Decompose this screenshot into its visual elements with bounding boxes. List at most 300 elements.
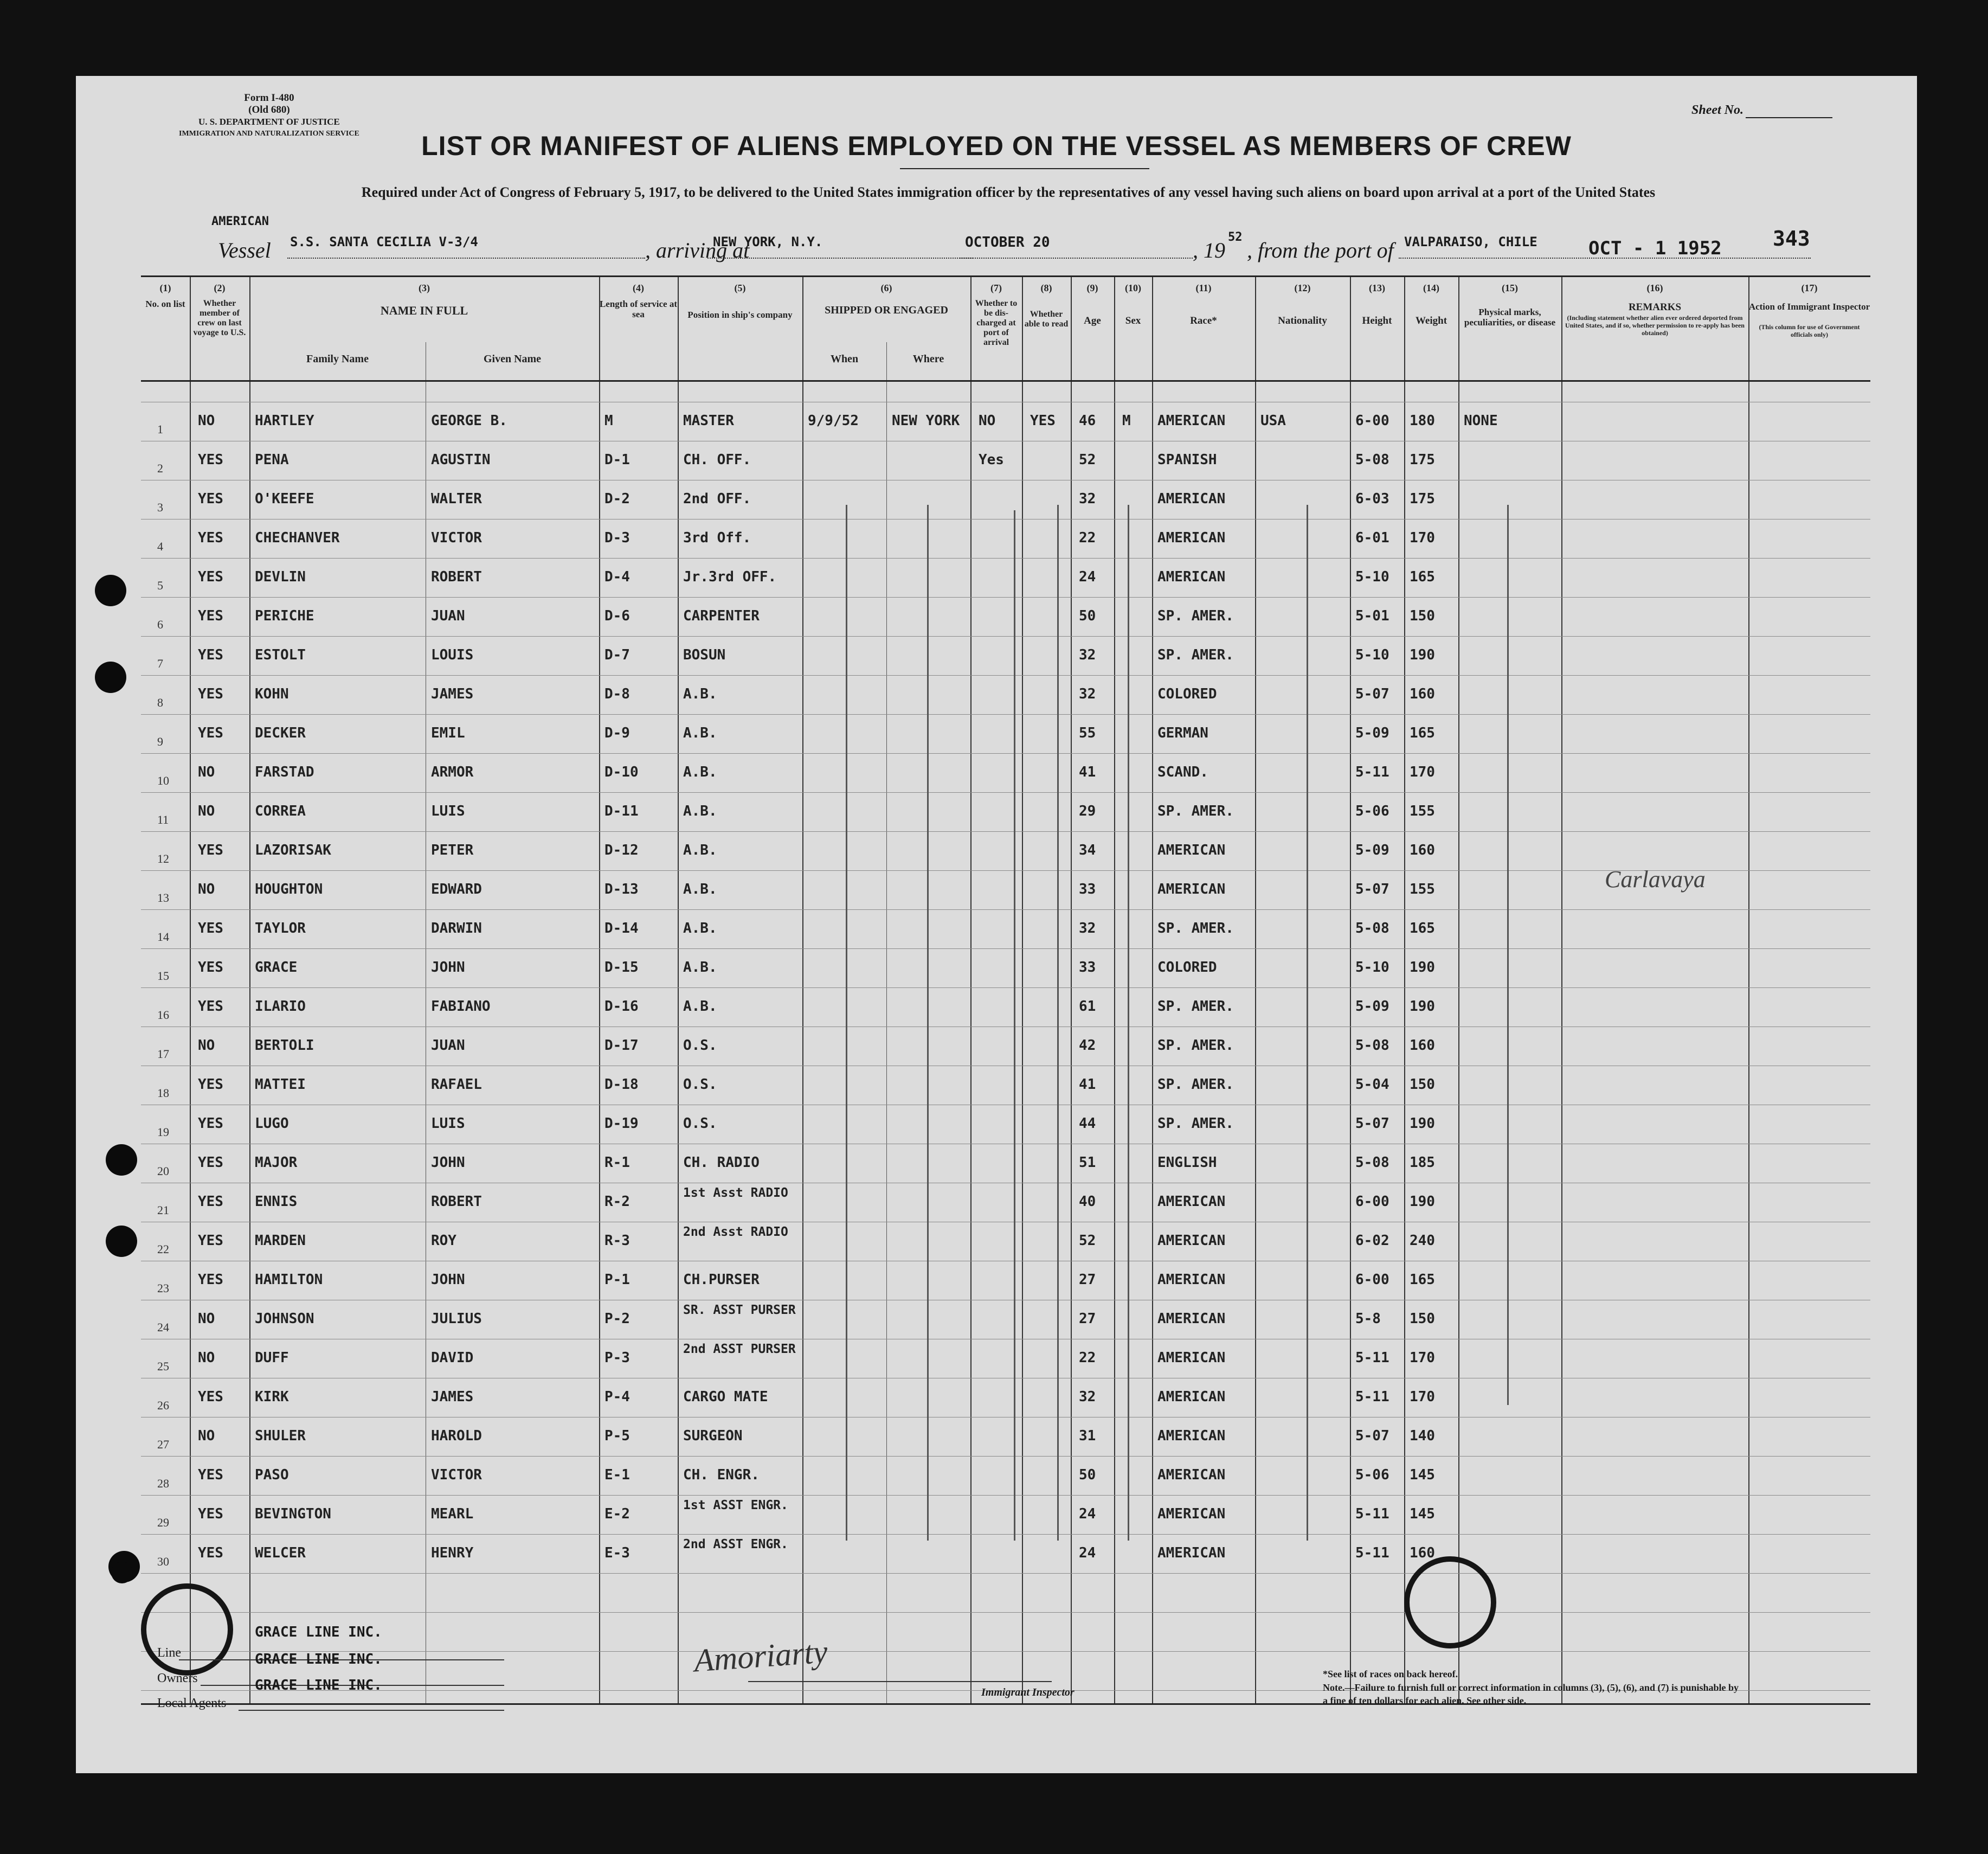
cell-race: COLORED (1157, 959, 1217, 976)
cell-given: JOHN (431, 1272, 465, 1288)
cell-prev: YES (198, 1233, 223, 1249)
cell-service: D-3 (604, 530, 630, 546)
cell-position: CH. OFF. (683, 452, 751, 468)
cell-height: 5-09 (1355, 842, 1389, 858)
cell-service: D-10 (604, 764, 639, 780)
cell-family: CORREA (255, 803, 306, 819)
cell-position: 3rd Off. (683, 530, 751, 546)
cell-position: CH.PURSER (683, 1272, 760, 1288)
owners-label: Owners (157, 1671, 198, 1685)
cell-position: MASTER (683, 413, 734, 429)
row-number: 8 (157, 696, 163, 709)
cell-race: SCAND. (1157, 764, 1208, 780)
cell-service: P-3 (604, 1350, 630, 1366)
cell-position: A.B. (683, 764, 717, 780)
cell-race: SPANISH (1157, 452, 1217, 468)
cell-weight: 165 (1410, 725, 1435, 741)
column-rule (1255, 277, 1256, 1703)
cell-race: SP. AMER. (1157, 647, 1234, 663)
cell-family: ENNIS (255, 1194, 298, 1210)
ruled-line (141, 597, 1870, 598)
header-weight: Weight (1415, 315, 1447, 326)
cell-prev: NO (198, 881, 215, 897)
cell-weight: 145 (1410, 1506, 1435, 1522)
ditto-line (1057, 505, 1059, 1541)
column-rule (970, 277, 972, 1703)
cell-weight: 170 (1410, 530, 1435, 546)
header-position: Position in ship's company (687, 310, 793, 320)
cell-weight: 165 (1410, 569, 1435, 585)
cell-age: 55 (1079, 725, 1096, 741)
cell-family: O'KEEFE (255, 491, 314, 507)
cell-race: ENGLISH (1157, 1154, 1217, 1171)
cell-race: AMERICAN (1157, 1311, 1226, 1327)
header-age: Age (1084, 315, 1101, 326)
row-number: 20 (157, 1164, 169, 1178)
agents-label: Local Agents (157, 1696, 227, 1710)
row-number: 29 (157, 1516, 169, 1529)
ruled-line (141, 792, 1870, 793)
cell-weight: 240 (1410, 1233, 1435, 1249)
cell-service: D-14 (604, 920, 639, 936)
cell-family: KIRK (255, 1389, 289, 1405)
cell-service: D-11 (604, 803, 639, 819)
cell-given: HENRY (431, 1545, 474, 1561)
cell-family: GRACE (255, 959, 298, 976)
header-sex: Sex (1125, 315, 1141, 326)
cell-height: 6-00 (1355, 413, 1389, 429)
column-rule (1022, 277, 1023, 1703)
cell-position: A.B. (683, 686, 717, 702)
cell-race: AMERICAN (1157, 842, 1226, 858)
arriving-label: , arriving at (645, 238, 750, 262)
cell-age: 31 (1079, 1428, 1096, 1444)
subcolumn-rule (886, 342, 887, 1703)
cell-given: HAROLD (431, 1428, 482, 1444)
cell-family: HARTLEY (255, 413, 314, 429)
cell-position: A.B. (683, 959, 717, 976)
cell-service: R-3 (604, 1233, 630, 1249)
cell-given: LOUIS (431, 647, 474, 663)
punch-hole (106, 1144, 137, 1176)
cell-service: D-13 (604, 881, 639, 897)
row-number: 11 (157, 813, 169, 826)
cell-age: 33 (1079, 959, 1096, 976)
header-rule (141, 380, 1870, 382)
cell-given: JAMES (431, 1389, 474, 1405)
cell-age: 32 (1079, 920, 1096, 936)
old-form-number: (Old 680) (248, 104, 290, 116)
from-port-label: , from the port of (1247, 238, 1394, 262)
cell-family: HAMILTON (255, 1272, 323, 1288)
cell-position: O.S. (683, 1037, 717, 1054)
departure-port: VALPARAISO, CHILE (1404, 234, 1537, 249)
cell-position: 2nd ASST ENGR. (683, 1537, 788, 1551)
cell-height: 6-00 (1355, 1194, 1389, 1210)
header-height: Height (1362, 315, 1392, 326)
cell-height: 5-11 (1355, 764, 1389, 780)
cell-prev: YES (198, 1389, 223, 1405)
cell-height: 5-09 (1355, 725, 1389, 741)
header-inspector-action: Action of Immigrant Inspector (1748, 301, 1870, 312)
cell-age: 32 (1079, 686, 1096, 702)
cell-race: AMERICAN (1157, 1233, 1226, 1249)
arrival-underline (707, 258, 973, 259)
cell-weight: 155 (1410, 803, 1435, 819)
row-number: 19 (157, 1125, 169, 1139)
punch-hole (95, 662, 126, 693)
cell-prev: NO (198, 413, 215, 429)
cell-service: D-19 (604, 1115, 639, 1132)
cell-prev: YES (198, 959, 223, 976)
cell-prev: YES (198, 1506, 223, 1522)
agents-value: GRACE LINE INC. (255, 1677, 382, 1693)
row-number: 1 (157, 422, 163, 436)
cell-prev: YES (198, 1545, 223, 1561)
cell-prev: YES (198, 569, 223, 585)
date-stamp: OCT - 1 1952 (1588, 238, 1722, 259)
cell-given: LUIS (431, 1115, 465, 1132)
cell-weight: 170 (1410, 764, 1435, 780)
cell-prev: YES (198, 608, 223, 624)
cell-service: D-1 (604, 452, 630, 468)
row-number: 2 (157, 461, 163, 475)
service-name: IMMIGRATION AND NATURALIZATION SERVICE (179, 130, 359, 138)
ruled-line (141, 831, 1870, 832)
cell-family: LUGO (255, 1115, 289, 1132)
cell-position: O.S. (683, 1076, 717, 1093)
cell-given: JOHN (431, 1154, 465, 1171)
cell-race: AMERICAN (1157, 491, 1226, 507)
cell-height: 5-04 (1355, 1076, 1389, 1093)
cell-weight: 190 (1410, 1194, 1435, 1210)
column-number: (7) (990, 283, 1002, 293)
row-number: 17 (157, 1047, 169, 1061)
cell-position: SURGEON (683, 1428, 743, 1444)
cell-given: EDWARD (431, 881, 482, 897)
row-number: 18 (157, 1086, 169, 1100)
cell-position: A.B. (683, 803, 717, 819)
cell-prev: YES (198, 1115, 223, 1132)
cell-family: MATTEI (255, 1076, 306, 1093)
cell-weight: 140 (1410, 1428, 1435, 1444)
cell-height: 5-07 (1355, 881, 1389, 897)
cell-prev: YES (198, 452, 223, 468)
cell-sex: M (1122, 413, 1131, 429)
column-rule (1748, 277, 1749, 1703)
cell-weight: 165 (1410, 920, 1435, 936)
cell-height: 5-11 (1355, 1545, 1389, 1561)
cell-prev: YES (198, 686, 223, 702)
cell-height: 5-10 (1355, 647, 1389, 663)
header-service-length: Length of service at sea (599, 299, 678, 319)
row-number: 27 (157, 1438, 169, 1451)
cell-position: A.B. (683, 881, 717, 897)
cell-when: 9/9/52 (808, 413, 859, 429)
cell-given: WALTER (431, 491, 482, 507)
column-number: (12) (1294, 283, 1311, 293)
inspector-label: Immigrant Inspector (981, 1686, 1075, 1698)
ruled-line (141, 1651, 1870, 1652)
cell-weight: 150 (1410, 608, 1435, 624)
cell-position: CARPENTER (683, 608, 760, 624)
cell-weight: 190 (1410, 647, 1435, 663)
cell-height: 5-07 (1355, 686, 1389, 702)
title-rule (900, 168, 1149, 169)
cell-given: JAMES (431, 686, 474, 702)
column-number: (8) (1040, 283, 1052, 293)
cell-prev: YES (198, 998, 223, 1015)
cell-prev: NO (198, 1350, 215, 1366)
ruled-line (141, 558, 1870, 559)
cell-position: 2nd ASST PURSER (683, 1342, 796, 1356)
column-rule (1561, 277, 1562, 1703)
cell-weight: 160 (1410, 1545, 1435, 1561)
cell-prev: YES (198, 1154, 223, 1171)
cell-race: AMERICAN (1157, 1506, 1226, 1522)
column-rule (1404, 277, 1405, 1703)
cell-height: 5-06 (1355, 803, 1389, 819)
cell-position: A.B. (683, 842, 717, 858)
cell-race: AMERICAN (1157, 569, 1226, 585)
cell-height: 6-02 (1355, 1233, 1389, 1249)
cell-given: DARWIN (431, 920, 482, 936)
form-number: Form I-480 (244, 92, 294, 104)
ruled-line (141, 987, 1870, 988)
ditto-line (1507, 505, 1509, 1405)
cell-race: SP. AMER. (1157, 1076, 1234, 1093)
cell-position: CARGO MATE (683, 1389, 768, 1405)
page-subtitle: Required under Act of Congress of February 5, 1917, to be delivered to the United States immigration officer by the representatives of any vessel having such aliens on board upon arrival at a port of the United States (361, 184, 1656, 200)
cell-race: AMERICAN (1157, 1545, 1226, 1561)
cell-height: 6-00 (1355, 1272, 1389, 1288)
cell-position: A.B. (683, 725, 717, 741)
cell-height: 5-08 (1355, 920, 1389, 936)
column-rule (1071, 277, 1072, 1703)
cell-height: 5-10 (1355, 959, 1389, 976)
cell-given: ROBERT (431, 569, 482, 585)
cell-height: 5-08 (1355, 452, 1389, 468)
cell-given: AGUSTIN (431, 452, 491, 468)
ruled-line (141, 1612, 1870, 1613)
header-able-to-read: Whether able to read (1024, 310, 1069, 329)
cell-given: GEORGE B. (431, 413, 507, 429)
cell-age: 32 (1079, 1389, 1096, 1405)
ruled-line (141, 753, 1870, 754)
column-number: (1) (159, 283, 171, 293)
cell-family: LAZORISAK (255, 842, 331, 858)
header-name-in-full: NAME IN FULL (380, 304, 468, 317)
cell-age: 24 (1079, 1506, 1096, 1522)
row-number: 26 (157, 1398, 169, 1412)
cell-service: E-1 (604, 1467, 630, 1483)
cell-given: JULIUS (431, 1311, 482, 1327)
race-footnote: *See list of races on back hereof. (1323, 1669, 1458, 1679)
cell-height: 5-09 (1355, 998, 1389, 1015)
ruled-line (141, 948, 1870, 949)
cell-position: CH. ENGR. (683, 1467, 760, 1483)
cell-service: P-2 (604, 1311, 630, 1327)
column-number: (2) (214, 283, 226, 293)
cell-weight: 165 (1410, 1272, 1435, 1288)
row-number: 9 (157, 735, 163, 748)
cell-age: 27 (1079, 1311, 1096, 1327)
cell-service: D-17 (604, 1037, 639, 1054)
column-rule (190, 277, 191, 1703)
cell-height: 6-01 (1355, 530, 1389, 546)
cell-service: D-7 (604, 647, 630, 663)
ruled-line (141, 1456, 1870, 1457)
cell-race: AMERICAN (1157, 1467, 1226, 1483)
column-number: (9) (1086, 283, 1098, 293)
year-prefix: , 19 (1193, 238, 1225, 262)
cell-service: R-1 (604, 1154, 630, 1171)
cell-family: FARSTAD (255, 764, 314, 780)
row-number: 15 (157, 969, 169, 983)
column-number: (16) (1646, 283, 1663, 293)
cell-service: D-9 (604, 725, 630, 741)
cell-family: MAJOR (255, 1154, 298, 1171)
sheet-number-label: Sheet No. (1691, 103, 1743, 117)
cell-race: AMERICAN (1157, 1350, 1226, 1366)
row-number: 30 (157, 1555, 169, 1568)
row-number: 12 (157, 852, 169, 865)
column-number: (10) (1125, 283, 1141, 293)
cell-height: 6-03 (1355, 491, 1389, 507)
cell-race: AMERICAN (1157, 413, 1226, 429)
header-physical-marks: Physical marks, peculiarities, or disease (1464, 307, 1556, 328)
cell-race: COLORED (1157, 686, 1217, 702)
column-number: (4) (633, 283, 644, 293)
crew-table (141, 275, 1870, 1705)
cell-age: 24 (1079, 569, 1096, 585)
cell-age: 34 (1079, 842, 1096, 858)
cell-age: 22 (1079, 1350, 1096, 1366)
cell-service: D-4 (604, 569, 630, 585)
column-number: (14) (1423, 283, 1439, 293)
cell-race: GERMAN (1157, 725, 1208, 741)
cell-weight: 170 (1410, 1350, 1435, 1366)
cell-read: YES (1030, 413, 1056, 429)
punch-hole (111, 1562, 133, 1583)
year-suffix: 52 (1228, 230, 1243, 244)
cell-family: DECKER (255, 725, 306, 741)
column-rule (599, 277, 600, 1703)
cell-weight: 190 (1410, 959, 1435, 976)
cell-position: BOSUN (683, 647, 726, 663)
ruled-line (141, 1495, 1870, 1496)
cell-race: SP. AMER. (1157, 998, 1234, 1015)
cell-prev: YES (198, 1467, 223, 1483)
punch-hole (95, 575, 126, 606)
cell-prev: NO (198, 803, 215, 819)
cell-height: 5-06 (1355, 1467, 1389, 1483)
column-number: (6) (880, 283, 892, 293)
inspector-signature: Amoriarty (692, 1633, 829, 1679)
cell-discharged: Yes (979, 452, 1004, 468)
cell-age: 41 (1079, 1076, 1096, 1093)
cell-family: JOHNSON (255, 1311, 314, 1327)
cell-weight: 160 (1410, 842, 1435, 858)
cell-where: NEW YORK (892, 413, 960, 429)
cell-given: PETER (431, 842, 474, 858)
cell-age: 27 (1079, 1272, 1096, 1288)
cell-given: JUAN (431, 608, 465, 624)
cell-race: SP. AMER. (1157, 920, 1234, 936)
cell-age: 22 (1079, 530, 1096, 546)
cell-discharged: NO (979, 413, 996, 429)
column-number: (17) (1801, 283, 1818, 293)
cell-height: 5-10 (1355, 569, 1389, 585)
cell-age: 40 (1079, 1194, 1096, 1210)
cell-service: P-1 (604, 1272, 630, 1288)
cell-family: PERICHE (255, 608, 314, 624)
cell-family: SHULER (255, 1428, 306, 1444)
column-rule (249, 277, 250, 1703)
cell-weight: 180 (1410, 413, 1435, 429)
cell-race: AMERICAN (1157, 1194, 1226, 1210)
cell-prev: NO (198, 1428, 215, 1444)
cell-prev: NO (198, 1311, 215, 1327)
cell-race: SP. AMER. (1157, 1115, 1234, 1132)
vessel-flag: AMERICAN (211, 215, 269, 228)
line-value: GRACE LINE INC. (255, 1624, 382, 1640)
cell-service: D-6 (604, 608, 630, 624)
arrival-port: NEW YORK, N.Y. (713, 234, 823, 249)
header-shipped: SHIPPED OR ENGAGED (825, 304, 948, 316)
cell-family: PENA (255, 452, 289, 468)
arrival-date: OCTOBER 20 (965, 234, 1050, 251)
cell-family: DEVLIN (255, 569, 306, 585)
cell-age: 52 (1079, 1233, 1096, 1249)
ditto-line (927, 505, 929, 1541)
cell-family: PASO (255, 1467, 289, 1483)
ruled-line (141, 1534, 1870, 1535)
ditto-line (1307, 505, 1308, 1541)
row-number: 4 (157, 540, 163, 553)
cell-weight: 150 (1410, 1311, 1435, 1327)
header-family-name: Family Name (306, 353, 369, 365)
cell-prev: YES (198, 725, 223, 741)
row-number: 6 (157, 618, 163, 631)
manifest-sheet (76, 76, 1917, 1773)
cell-service: D-12 (604, 842, 639, 858)
sheet-number-line (1746, 117, 1832, 118)
cell-given: LUIS (431, 803, 465, 819)
ruled-line (141, 714, 1870, 715)
cell-position: 1st ASST ENGR. (683, 1498, 788, 1512)
cell-prev: YES (198, 1076, 223, 1093)
cell-given: RAFAEL (431, 1076, 482, 1093)
column-number: (13) (1369, 283, 1385, 293)
cell-position: SR. ASST PURSER (683, 1303, 796, 1317)
cell-weight: 175 (1410, 491, 1435, 507)
signature-line (748, 1681, 1052, 1682)
cell-service: M (604, 413, 613, 429)
row-number: 14 (157, 930, 169, 944)
cell-height: 5-8 (1355, 1311, 1381, 1327)
header-discharged: Whether to be dis-charged at port of arrival (975, 299, 1018, 347)
cell-family: BERTOLI (255, 1037, 314, 1054)
cell-age: 32 (1079, 491, 1096, 507)
column-rule (678, 277, 679, 1703)
header-where: Where (912, 353, 944, 365)
cell-weight: 185 (1410, 1154, 1435, 1171)
cell-age: 24 (1079, 1545, 1096, 1561)
row-number: 22 (157, 1242, 169, 1256)
cell-weight: 145 (1410, 1467, 1435, 1483)
cell-given: ROY (431, 1233, 456, 1249)
